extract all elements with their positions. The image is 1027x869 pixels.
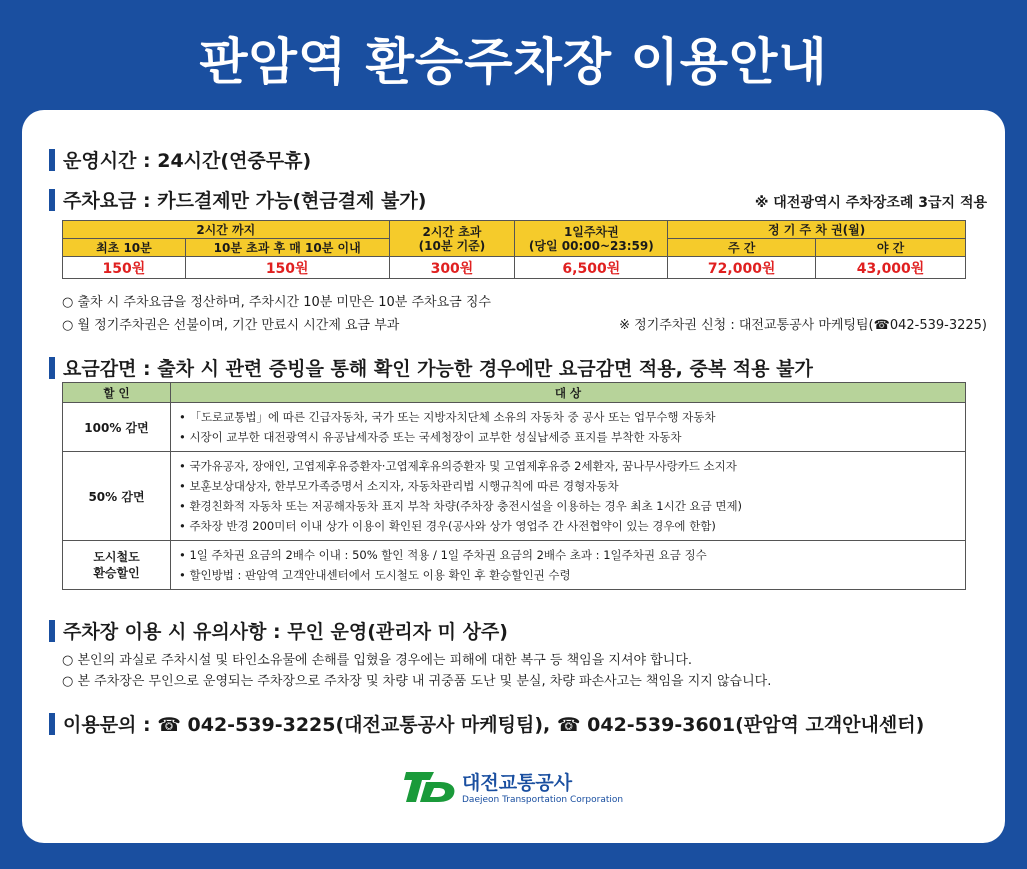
list-item: • 1일 주차권 요금의 2배수 이내 : 50% 할인 적용 / 1일 주차권 요금의 2배수 초과 : 1일주차권 요금 징수 [179,548,707,562]
contact-section [49,710,924,737]
fee-first10: 150원 [63,257,186,279]
td-logo-icon [404,770,456,804]
list-item: • 주차장 반경 200미터 이내 상가 이용이 확인된 경우(공사와 상가 영업주 간 사전협약이 있는 경우에 한함) [179,519,716,533]
list-item: • 국가유공자, 장애인, 고엽제후유증환자·고엽제후유의증환자 및 고엽제후유증 2세환자, 꿈나무사랑카드 소지자 [179,459,737,473]
logo-name-en: Daejeon Transportation Corporation [462,795,624,805]
fee-header-monthly: 정 기 주 차 권(월) [668,221,966,239]
table-row [63,403,966,452]
caution-note-2: ○ 본 주차장은 무인으로 운영되는 주차장으로 주차장 및 차량 내 귀중품 도난 및 분실, 차량 파손사고는 책임을 지지 않습니다. [62,674,772,689]
info-panel [22,110,1005,843]
caution-label: 주차장 이용 시 유의사항 : 무인 운영(관리자 미 상주) [63,621,508,643]
pass-application-note: ※ 정기주차권 신청 : 대전교통공사 마케팅팀(☎042-539-3225) [619,318,987,333]
fee-header-after10: 10분 초과 후 매 10분 이내 [185,239,389,257]
fee-over2h: 300원 [389,257,515,279]
fee-header-night: 야 간 [816,239,966,257]
list-item: • 환경친화적 자동차 또는 저공해자동차 표지 부착 차량(주차장 충전시설을 이용하는 경우 최초 1시간 요금 면제) [179,499,743,513]
table-row [63,452,966,541]
fee-note-2: ○ 월 정기주차권은 선불이며, 기간 만료시 시간제 요금 부과 [62,318,400,333]
list-item: • 보훈보상대상자, 한부모가족증명서 소지자, 자동차관리법 시행규칙에 따른 경형자동차 [179,479,619,493]
section-bar [49,189,55,211]
fee-header-first10: 최초 10분 [63,239,186,257]
contact-label: 이용문의 : ☎ 042-539-3225(대전교통공사 마케팅팀), ☎ 042-539-3601(판암역 고객안내센터) [63,714,925,736]
fee-note-1: ○ 출차 시 주차요금을 정산하며, 주차시간 10분 미만은 10분 주차요금 징수 [62,295,491,310]
hours-label: 운영시간 : 24시간(연중무휴) [63,150,312,172]
section-bar [49,357,55,379]
fee-day: 72,000원 [668,257,816,279]
discount-items [171,541,966,590]
table-row [63,541,966,590]
discount-type: 100% 감면 [63,403,171,452]
caution-note-1: ○ 본인의 과실로 주차시설 및 타인소유물에 손해를 입혔을 경우에는 피해에 대한 복구 등 책임을 지셔야 합니다. [62,653,693,668]
discount-type: 50% 감면 [63,452,171,541]
fee-header-daily: 1일주차권 (당일 00:00~23:59) [515,221,668,257]
discount-header-target: 대 상 [171,383,966,403]
fees-section [49,186,426,213]
discount-table [62,382,966,590]
corporation-logo [404,768,623,805]
logo-text [462,768,623,805]
fee-after10: 150원 [185,257,389,279]
ordinance-note: ※ 대전광역시 주차장조례 3급지 적용 [754,195,987,211]
discount-header-type: 할 인 [63,383,171,403]
fee-daily: 6,500원 [515,257,668,279]
list-item: • 시장이 교부한 대전광역시 유공납세자증 또는 국세청장이 교부한 성실납세증 표지를 부착한 자동차 [179,430,682,444]
caution-section [49,617,508,644]
fee-header-2h: 2시간 까지 [63,221,390,239]
logo-name-ko: 대전교통공사 [462,772,573,794]
list-item: • 「도로교통법」에 따른 긴급자동차, 국가 또는 지방자치단체 소유의 자동차 중 공사 또는 업무수행 자동차 [179,410,716,424]
section-bar [49,620,55,642]
section-bar [49,149,55,171]
fees-label: 주차요금 : 카드결제만 가능(현금결제 불가) [63,190,427,212]
discount-label: 요금감면 : 출차 시 관련 증빙을 통해 확인 가능한 경우에만 요금감면 적용, 중복 적용 불가 [63,358,813,380]
discount-items [171,452,966,541]
hours-section [49,146,311,173]
discount-section [49,354,813,381]
discount-type: 도시철도 환승할인 [63,541,171,590]
fee-table [62,220,966,279]
list-item: • 할인방법 : 판암역 고객안내센터에서 도시철도 이용 확인 후 환승할인권 수령 [179,568,571,582]
fee-header-over2h: 2시간 초과 (10분 기준) [389,221,515,257]
section-bar [49,713,55,735]
page-title: 판암역 환승주차장 이용안내 [199,33,828,91]
fee-header-day: 주 간 [668,239,816,257]
discount-items [171,403,966,452]
fee-night: 43,000원 [816,257,966,279]
